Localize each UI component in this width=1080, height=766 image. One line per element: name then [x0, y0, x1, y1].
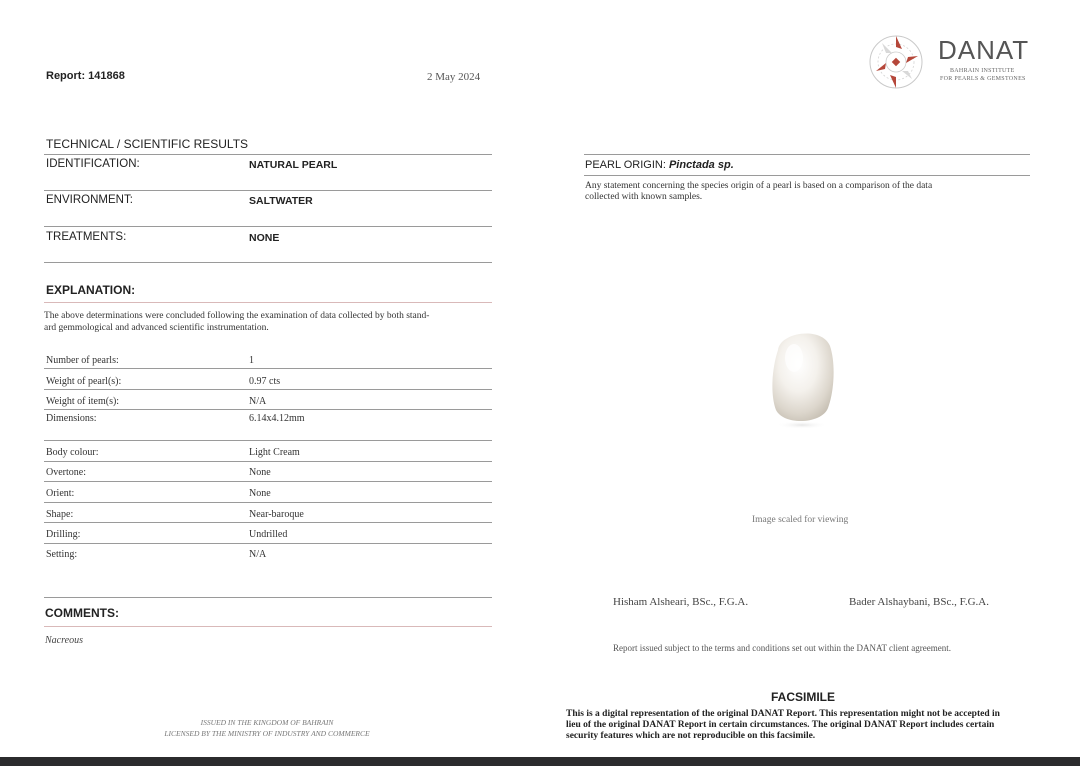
rule	[44, 389, 492, 390]
identification-label: IDENTIFICATION:	[46, 158, 140, 170]
rule	[44, 461, 492, 462]
rule	[584, 175, 1030, 176]
brand-subtitle-2: FOR PEARLS & GEMSTONES	[940, 76, 1026, 82]
detail-value: Undrilled	[249, 529, 288, 540]
environment-value: SALTWATER	[249, 195, 313, 207]
danat-emblem-icon	[866, 33, 926, 93]
detail-value: Near-baroque	[249, 509, 304, 520]
rule	[44, 262, 492, 263]
signatory-right: Bader Alshaybani, BSc., F.G.A.	[849, 596, 989, 608]
pearl-origin-label: PEARL ORIGIN:	[585, 159, 666, 171]
rule	[44, 154, 492, 155]
detail-label: Weight of item(s):	[46, 396, 120, 407]
rule	[44, 522, 492, 523]
detail-value: Light Cream	[249, 447, 300, 458]
detail-label: Weight of pearl(s):	[46, 376, 122, 387]
detail-value: N/A	[249, 549, 267, 560]
comments-text: Nacreous	[45, 635, 83, 646]
detail-label: Body colour:	[46, 447, 99, 458]
detail-label: Shape:	[46, 509, 74, 520]
rule	[44, 190, 492, 191]
brand-name: DANAT	[938, 35, 1030, 65]
treatments-label: TREATMENTS:	[46, 231, 127, 243]
environment-label: ENVIRONMENT:	[46, 194, 133, 206]
pearl-image	[764, 322, 840, 432]
rule	[44, 302, 492, 303]
rule	[44, 481, 492, 482]
rule	[44, 440, 492, 441]
signatory-left: Hisham Alsheari, BSc., F.G.A.	[613, 596, 749, 608]
identification-value: NATURAL PEARL	[249, 159, 338, 171]
technical-title: TECHNICAL / SCIENTIFIC RESULTS	[46, 137, 249, 151]
brand-subtitle-1: BAHRAIN INSTITUTE	[950, 68, 1015, 74]
detail-label: Dimensions:	[46, 413, 97, 424]
pearl-origin-value: Pinctada sp.	[668, 159, 734, 171]
rule	[44, 368, 492, 369]
rule	[44, 597, 492, 598]
detail-value: None	[249, 488, 271, 499]
explanation-text-2: ard gemmological and advanced scientific instrumentation.	[44, 323, 269, 333]
detail-value: 0.97 cts	[249, 376, 281, 387]
danat-logo	[866, 33, 1036, 93]
rule	[44, 626, 492, 627]
origin-note-2: collected with known samples.	[585, 192, 703, 202]
explanation-title: EXPLANATION:	[46, 283, 136, 297]
report-date: 2 May 2024	[427, 71, 481, 83]
detail-label: Orient:	[46, 488, 75, 499]
report-number: Report: 141868	[46, 70, 125, 82]
detail-value: N/A	[249, 396, 267, 407]
rule	[44, 226, 492, 227]
rule	[44, 543, 492, 544]
pearl-origin	[585, 159, 734, 171]
detail-value: 1	[249, 355, 254, 366]
bottom-bar	[0, 757, 1080, 766]
detail-value: None	[249, 467, 271, 478]
issued-line-2: LICENSED BY THE MINISTRY OF INDUSTRY AND COMMERCE	[164, 729, 370, 738]
explanation-text-1: The above determinations were concluded following the examination of data collected by both stand-	[44, 311, 430, 321]
rule	[44, 409, 492, 410]
comments-title: COMMENTS:	[45, 606, 119, 620]
rule	[44, 502, 492, 503]
issued-line-1: ISSUED IN THE KINGDOM OF BAHRAIN	[200, 718, 334, 727]
detail-value: 6.14x4.12mm	[249, 413, 305, 424]
terms-text: Report issued subject to the terms and conditions set out within the DANAT client agreement.	[613, 643, 952, 653]
facsimile-line-1: This is a digital representation of the original DANAT Report. This representation might not be accepted in	[566, 709, 1000, 719]
facsimile-title: FACSIMILE	[771, 690, 836, 704]
detail-label: Number of pearls:	[46, 355, 119, 366]
image-caption: Image scaled for viewing	[752, 515, 849, 525]
facsimile-line-3: security features which are not reproducible on this facsimile.	[566, 731, 816, 741]
detail-label: Drilling:	[46, 529, 81, 540]
rule	[584, 154, 1030, 155]
facsimile-line-2: lieu of the original DANAT Report in certain circumstances. The original DANAT Report includes certain	[566, 720, 995, 730]
origin-note-1: Any statement concerning the species origin of a pearl is based on a comparison of the data	[585, 181, 933, 191]
treatments-value: NONE	[249, 232, 280, 244]
detail-label: Overtone:	[46, 467, 86, 478]
detail-label: Setting:	[46, 549, 78, 560]
